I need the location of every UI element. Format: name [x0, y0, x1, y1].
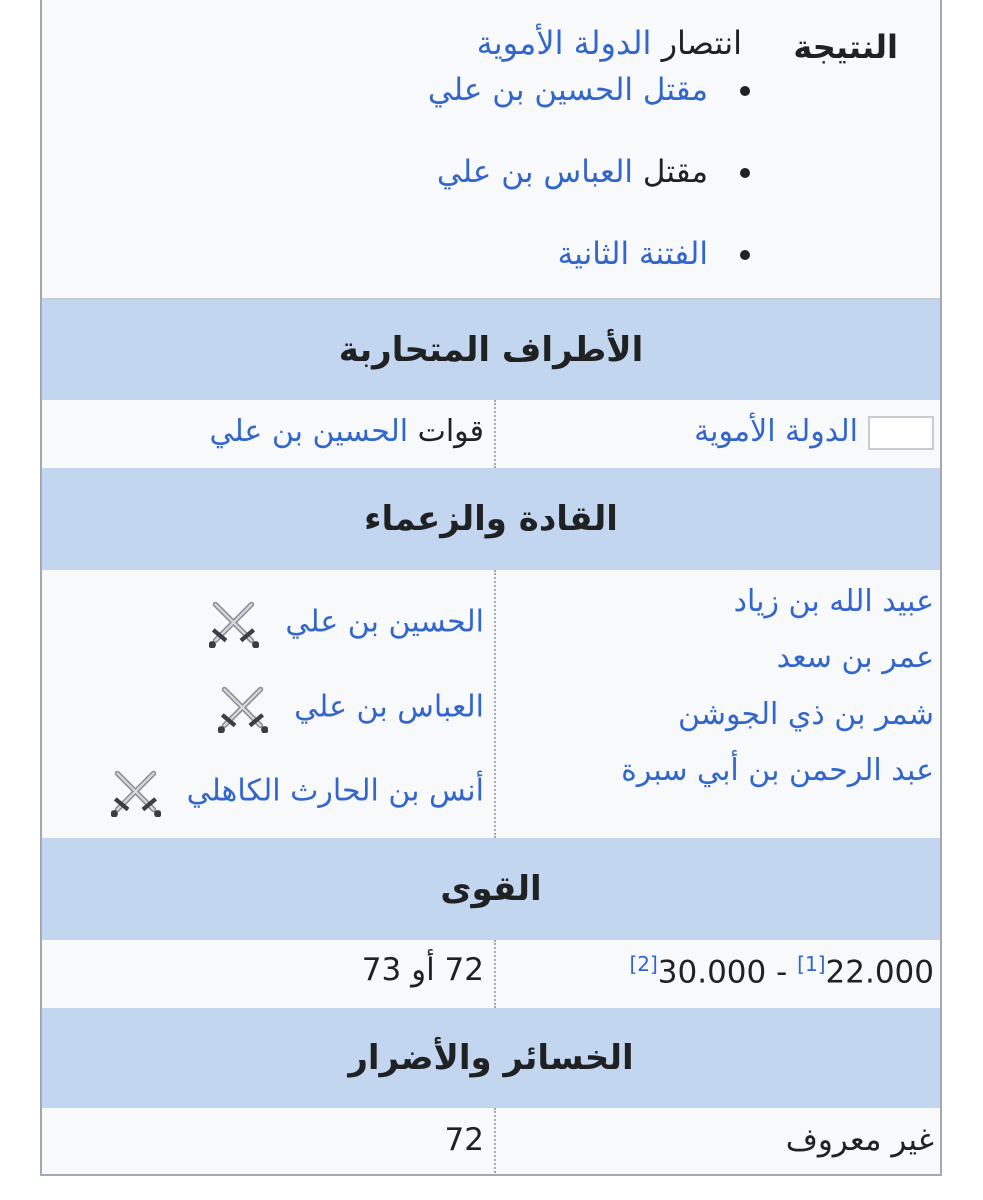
commander-entry [218, 683, 484, 733]
reference-link[interactable]: [1] [797, 952, 826, 976]
side1-belligerent [694, 414, 934, 450]
result-prefix: انتصار [661, 24, 742, 62]
result-text [477, 24, 742, 62]
commander-link[interactable]: الحسين بن علي [285, 604, 484, 640]
commander-link[interactable]: عبد الرحمن بن أبي سبرة [621, 753, 934, 788]
column-divider [494, 940, 496, 1008]
result-item-link[interactable]: الفتنة الثانية [557, 236, 708, 272]
commander-link[interactable]: العباس بن علي [294, 689, 484, 725]
side1-casualties: غير معروف [785, 1122, 934, 1158]
commanders-header: القادة والزعماء [42, 468, 940, 570]
reference-link[interactable]: [2] [629, 952, 658, 976]
list-item [428, 70, 708, 152]
infobox [40, 0, 942, 1176]
result-winner-link[interactable]: الدولة الأموية [476, 24, 652, 62]
crossed-swords-icon [209, 598, 259, 648]
side1-belligerent-link[interactable]: الدولة الأموية [694, 414, 858, 449]
result-label: النتيجة [793, 28, 898, 66]
column-divider [494, 400, 496, 468]
result-list [428, 70, 708, 316]
bullet [740, 86, 750, 96]
commander-link[interactable]: عمر بن سعد [776, 640, 934, 675]
column-divider [494, 1108, 496, 1176]
result-item-link[interactable]: مقتل الحسين بن علي [427, 72, 708, 108]
belligerents-header: الأطراف المتحاربة [42, 300, 940, 400]
strength-value: 30.000 [657, 954, 767, 991]
side2-belligerent-link[interactable]: الحسين بن علي [209, 414, 409, 449]
strength-value: 22.000 [825, 954, 934, 991]
side2-casualties: 72 [444, 1122, 484, 1158]
column-divider [494, 570, 496, 838]
umayyad-flag-icon [868, 416, 934, 450]
commander-link[interactable]: عبيد الله بن زياد [733, 584, 934, 619]
commander-entry [209, 598, 484, 648]
commander-link[interactable]: أنس بن الحارث الكاهلي [186, 773, 484, 809]
strength-header: القوى [42, 838, 940, 940]
side2-belligerent [209, 414, 484, 449]
list-item [428, 152, 708, 234]
commander-entry [111, 767, 484, 817]
divider [42, 298, 940, 300]
side2-strength: 72 أو 73 [361, 952, 484, 988]
result-item-text: مقتل [633, 154, 708, 190]
bullet [740, 250, 750, 260]
bullet [740, 168, 750, 178]
result-item-link[interactable]: العباس بن علي [436, 154, 634, 190]
side1-strength [629, 952, 934, 990]
casualties-header: الخسائر والأضرار [42, 1008, 940, 1108]
commander-link[interactable]: شمر بن ذي الجوشن [678, 697, 934, 732]
crossed-swords-icon [218, 683, 268, 733]
strength-separator: - [766, 954, 798, 991]
crossed-swords-icon [111, 767, 161, 817]
side2-belligerent-text: قوات [408, 414, 484, 449]
